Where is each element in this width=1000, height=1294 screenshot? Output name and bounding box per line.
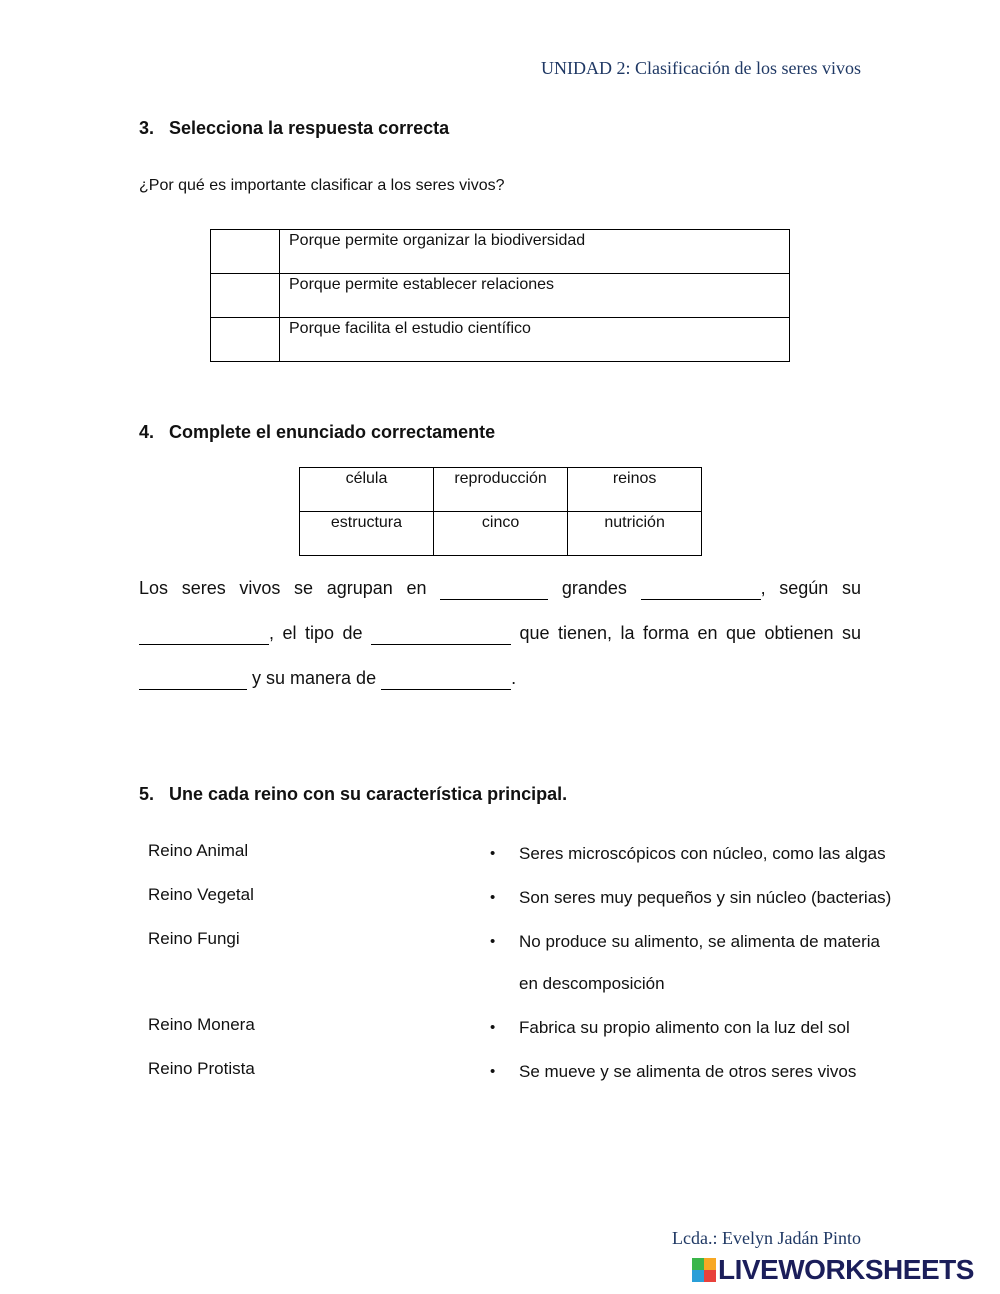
section-5-heading	[139, 784, 567, 805]
word-bank-cell: cinco	[433, 512, 567, 556]
logo-square	[704, 1270, 716, 1282]
teacher-signature: Lcda.: Evelyn Jadán Pinto	[672, 1228, 861, 1248]
section-3-title: Selecciona la respuesta correcta	[169, 118, 450, 138]
option-label: Porque permite organizar la biodiversidad	[280, 230, 790, 274]
section-4-heading	[139, 422, 495, 443]
sentence-line-2	[139, 611, 861, 656]
option-answer-input-1[interactable]	[211, 230, 283, 275]
page-header: UNIDAD 2: Clasificación de los seres vivos	[541, 58, 861, 78]
liveworksheets-logo-icon	[692, 1258, 716, 1282]
section-4-title: Complete el enunciado correctamente	[169, 422, 496, 442]
option-row	[211, 230, 790, 274]
sentence-text: grandes	[561, 578, 627, 598]
section-3-heading	[139, 118, 449, 139]
sentence-text: que tienen, la forma en que obtienen su	[519, 623, 861, 643]
sentence-text: , el tipo de	[269, 623, 363, 643]
kingdom-item[interactable]: Reino Animal	[148, 841, 249, 860]
sentence-line-3	[139, 656, 861, 701]
option-answer-box[interactable]	[211, 230, 280, 274]
bullet-icon: •	[490, 889, 496, 906]
kingdom-item[interactable]: Reino Monera	[148, 1015, 255, 1034]
answer-options-table	[210, 229, 790, 362]
option-row	[211, 318, 790, 362]
word-bank-cell: estructura	[300, 512, 434, 556]
option-label: Porque permite establecer relaciones	[280, 274, 790, 318]
sentence-text: y su manera de	[252, 668, 377, 688]
trait-item-continuation: en descomposición	[519, 974, 665, 993]
logo-square	[704, 1258, 716, 1270]
bullet-icon: •	[490, 845, 496, 862]
section-3-number: 3.	[139, 118, 155, 138]
option-answer-input-3[interactable]	[211, 318, 283, 363]
sentence-line-1	[139, 566, 861, 611]
section-5-number: 5.	[139, 784, 155, 804]
option-answer-box[interactable]	[211, 274, 280, 318]
section-4-number: 4.	[139, 422, 155, 442]
liveworksheets-logo	[692, 1256, 974, 1284]
trait-item[interactable]: Son seres muy pequeños y sin núcleo (bacterias)	[519, 888, 892, 907]
blank-input-3[interactable]	[139, 626, 269, 645]
option-label: Porque facilita el estudio científico	[280, 318, 790, 362]
word-bank-cell: nutrición	[568, 512, 702, 556]
blank-input-2[interactable]	[641, 581, 761, 600]
blank-input-6[interactable]	[381, 671, 511, 690]
trait-item[interactable]: Se mueve y se alimenta de otros seres vivos	[519, 1062, 857, 1081]
section-3-question: ¿Por qué es importante clasificar a los seres vivos?	[139, 177, 505, 194]
logo-square	[692, 1270, 704, 1282]
word-bank-table	[299, 467, 702, 556]
word-bank-cell: célula	[300, 468, 434, 512]
kingdom-item[interactable]: Reino Protista	[148, 1059, 255, 1078]
option-answer-input-2[interactable]	[211, 274, 283, 319]
kingdom-item[interactable]: Reino Vegetal	[148, 885, 254, 904]
bullet-icon: •	[490, 1019, 496, 1036]
sentence-text: .	[511, 668, 517, 688]
logo-square	[692, 1258, 704, 1270]
liveworksheets-logo-text: LIVEWORKSHEETS	[718, 1254, 974, 1285]
sentence-text: , según su	[760, 578, 861, 598]
option-answer-box[interactable]	[211, 318, 280, 362]
bullet-icon: •	[490, 1063, 496, 1080]
word-bank-cell: reproducción	[433, 468, 567, 512]
blank-input-5[interactable]	[139, 671, 247, 690]
kingdom-item[interactable]: Reino Fungi	[148, 929, 240, 948]
trait-item[interactable]: No produce su alimento, se alimenta de materia	[519, 932, 880, 951]
bullet-icon: •	[490, 933, 496, 950]
section-5-title: Une cada reino con su característica principal.	[169, 784, 568, 804]
blank-input-1[interactable]	[440, 581, 548, 600]
sentence-text: Los seres vivos se agrupan en	[139, 578, 427, 598]
word-bank-cell: reinos	[568, 468, 702, 512]
trait-item[interactable]: Seres microscópicos con núcleo, como las algas	[519, 844, 886, 863]
trait-item[interactable]: Fabrica su propio alimento con la luz del sol	[519, 1018, 850, 1037]
option-row	[211, 274, 790, 318]
blank-input-4[interactable]	[371, 626, 511, 645]
